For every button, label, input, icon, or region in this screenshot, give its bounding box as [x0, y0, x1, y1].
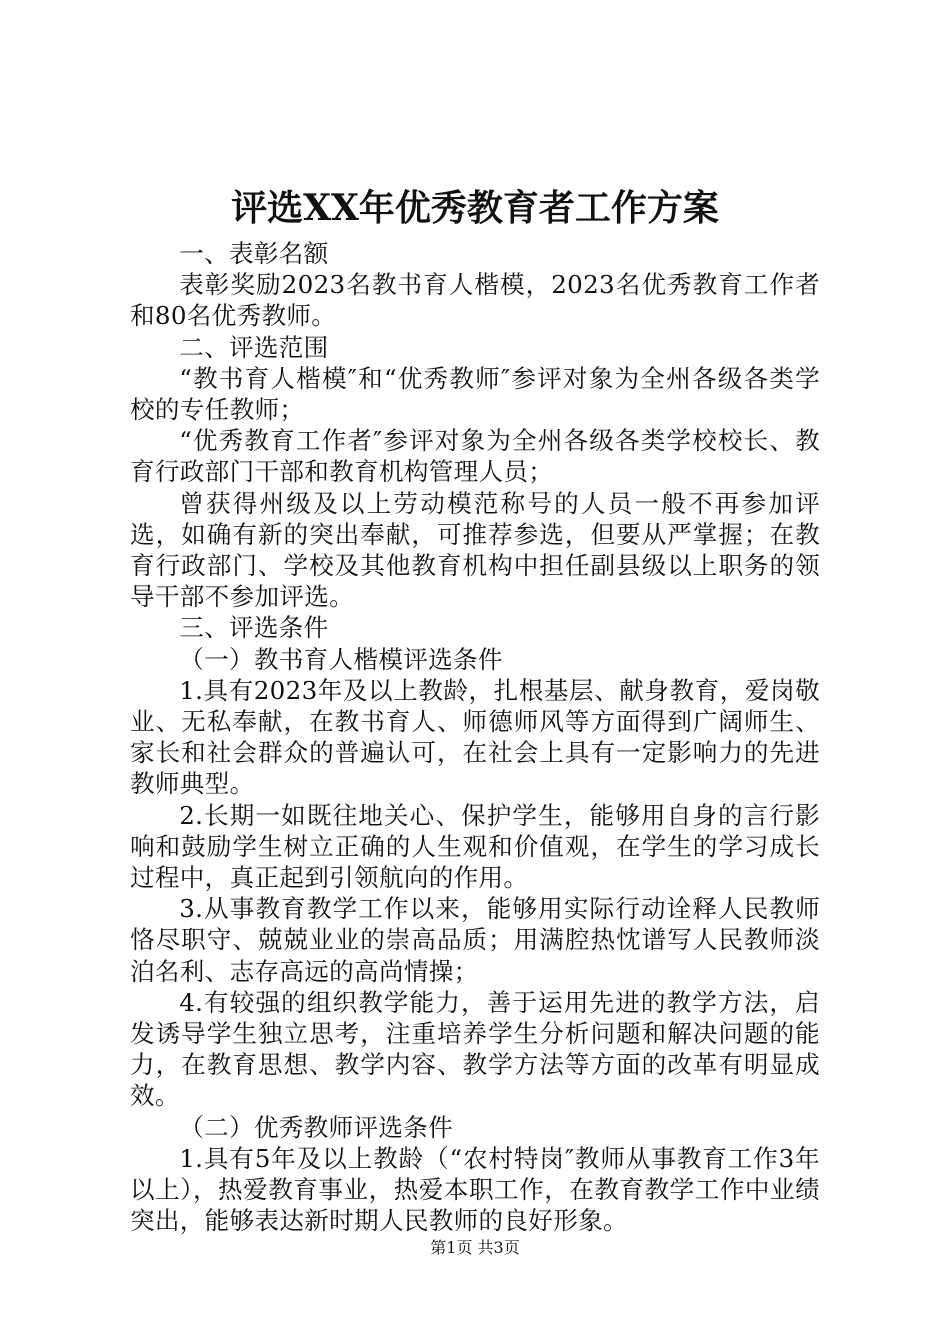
document-body — [130, 238, 820, 1237]
paragraph: 4.有较强的组织教学能力，善于运用先进的教学方法，启发诱导学生独立思考，注重培养学生分析问题和解决问题的能力，在教育思想、教学内容、教学方法等方面的改革有明显成效。 — [130, 987, 820, 1111]
section-heading: 三、评选条件 — [179, 613, 329, 643]
paragraph: 3.从事教育教学工作以来，能够用实际行动诠释人民教师恪尽职守、兢兢业业的崇高品质；用满腔热忱谱写人民教师淡泊名利、志存高远的高尚情操； — [130, 894, 820, 986]
subsection-heading: （一）教书育人楷模评选条件 — [179, 644, 503, 674]
paragraph: “优秀教育工作者″参评对象为全州各级各类学校校长、教育行政部门干部和教育机构管理人员； — [130, 426, 820, 487]
paragraph: 表彰奖励2023名教书育人楷模，2023名优秀教育工作者和80名优秀教师。 — [130, 270, 820, 331]
paragraph: 2.长期一如既往地关心、保护学生，能够用自身的言行影响和鼓励学生树立正确的人生观和价值观，在学生的学习成长过程中，真正起到引领航向的作用。 — [130, 800, 820, 893]
section-heading: 一、表彰名额 — [179, 239, 329, 268]
paragraph: 曾获得州级及以上劳动模范称号的人员一般不再参加评选，如确有新的突出奉献，可推荐参选，但要从严掌握；在教育行政部门、学校及其他教育机构中担任副县级以上职务的领导干部不参加评选。 — [130, 488, 820, 612]
document-title: 评选XX年优秀教育者工作方案 — [231, 187, 719, 229]
section-heading: 二、评选范围 — [179, 332, 329, 362]
paragraph: 1.具有5年及以上教龄（“农村特岗″教师从事教育工作3年以上），热爱教育事业，热爱本职工作，在教育教学工作中业绩突出，能够表达新时期人民教师的良好形象。 — [130, 1143, 820, 1236]
subsection-heading: （二）优秀教师评选条件 — [179, 1112, 454, 1142]
paragraph: 1.具有2023年及以上教龄，扎根基层、献身教育，爱岗敬业、无私奉献，在教书育人、师德师风等方面得到广阔师生、家长和社会群众的普遍认可，在社会上具有一定影响力的先进教师典型。 — [130, 675, 820, 799]
page-number: 第1页 共3页 — [430, 1238, 520, 1257]
paragraph: “教书育人楷模″和“优秀教师″参评对象为全州各级各类学校的专任教师； — [130, 363, 820, 425]
